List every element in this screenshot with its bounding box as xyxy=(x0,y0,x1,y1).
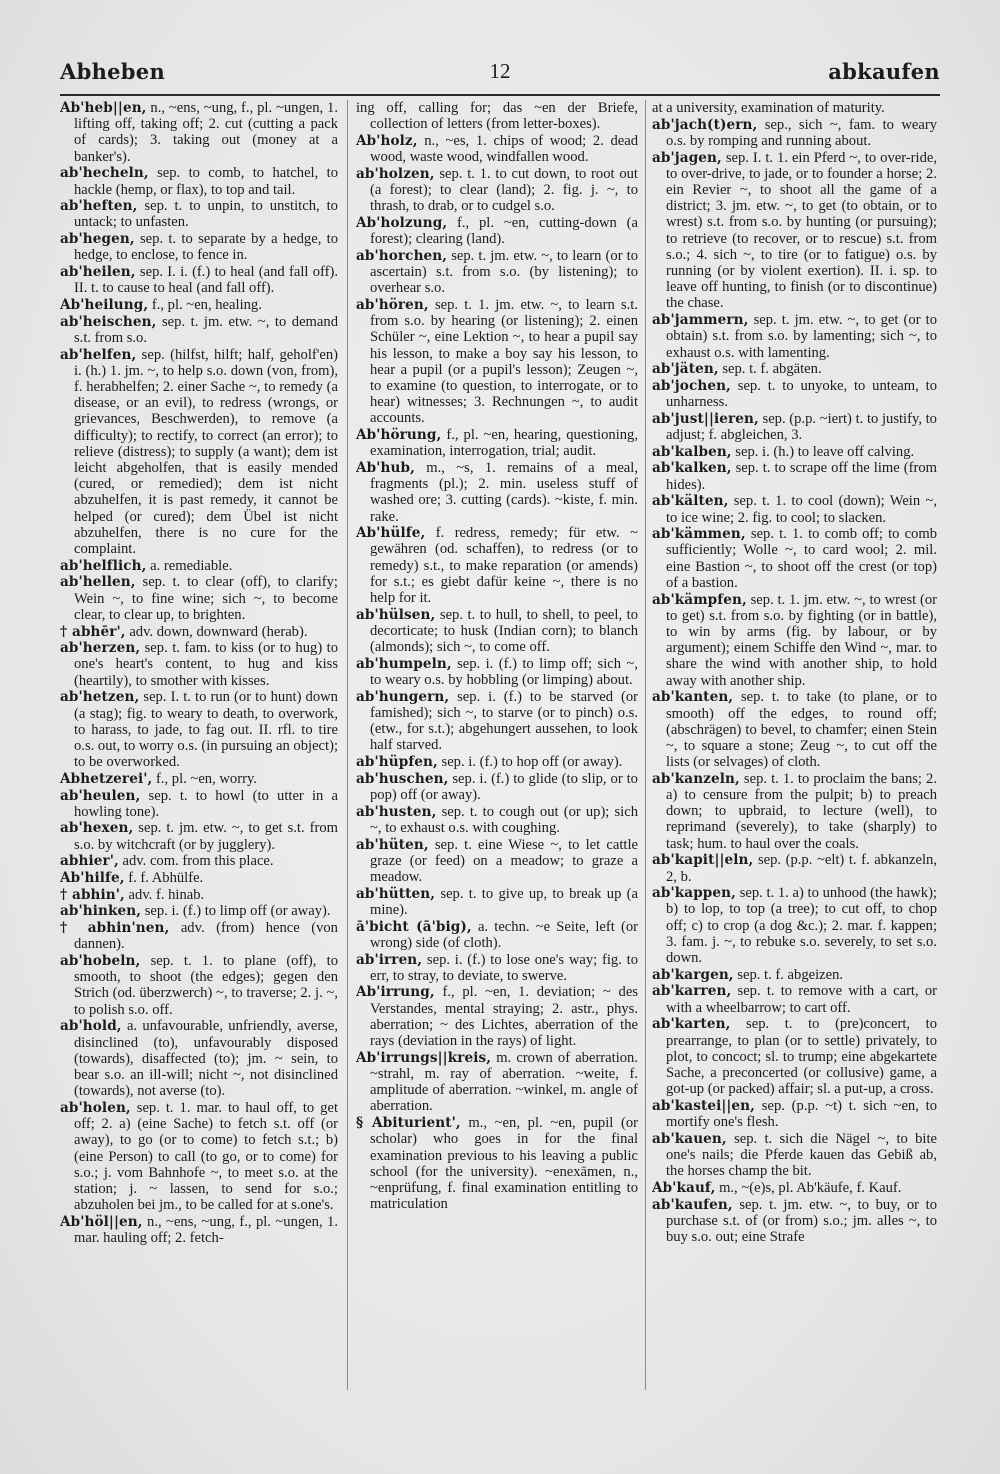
dictionary-entry xyxy=(652,1016,937,1097)
dictionary-entry xyxy=(356,215,638,247)
entry-definition: sep. t. f. abgeizen. xyxy=(737,966,844,983)
entry-headword: Ab'höl||en, xyxy=(60,1213,143,1230)
dictionary-entry xyxy=(356,297,638,427)
entry-headword: † abhēr', xyxy=(60,623,126,640)
entry-headword: ab'kapit||eln, xyxy=(652,852,754,869)
dictionary-entry xyxy=(60,820,338,852)
entry-definition: adv. down, downward (herab). xyxy=(129,623,308,640)
column-1 xyxy=(60,100,338,1445)
entry-definition: sep. t. to hull, to shell, to peel, to decorticate; to husk (Indian corn); to blanch (almonds); sich ~, to come off. xyxy=(370,606,638,656)
entry-definition: adv. (from) hence (von dannen). xyxy=(74,920,338,953)
entry-headword: Ab'holzung, xyxy=(356,214,448,231)
entry-definition: adv. com. from this place. xyxy=(122,853,274,870)
entry-definition: sep. t. 1. to comb off; to comb sufficiently; Wolle ~, to card wool; 2. mil. eine Bastion ~, to shoot off the crest (or top) of a bastion. xyxy=(666,526,937,591)
entry-headword: ab'karren, xyxy=(652,983,732,1000)
entry-headword: Ab'heilung, xyxy=(60,296,149,313)
entry-headword: ab'herzen, xyxy=(60,640,141,657)
dictionary-entry xyxy=(60,165,338,197)
dictionary-entry xyxy=(652,493,937,525)
running-header xyxy=(60,55,940,91)
entry-headword: ab'kappen, xyxy=(652,885,736,902)
entry-headword: ab'holzen, xyxy=(356,165,435,182)
entry-headword: ab'hungern, xyxy=(356,688,450,705)
entry-definition: sep. t. to give up, to break up (a mine). xyxy=(370,885,638,918)
entry-definition: sep. (p.p. ~elt) t. f. abkanzeln, 2, b. xyxy=(666,852,937,885)
entry-headword: ab'helflich, xyxy=(60,557,147,574)
entry-headword: ab'kanten, xyxy=(652,689,734,706)
column-divider xyxy=(347,100,348,1390)
entry-definition: m., ~s, 1. remains of a meal, fragments (pl.); 2. min. useless stuff of washed ore; 3. cutting (cards). ~kiste, f. min. rake. xyxy=(370,459,638,525)
dictionary-entry xyxy=(652,444,937,460)
entry-headword: ab'holen, xyxy=(60,1099,131,1116)
column-2 xyxy=(356,100,638,1445)
dictionary-entry xyxy=(652,771,937,852)
dictionary-entry xyxy=(356,607,638,656)
entry-definition: sep. (p.p. ~t) t. sich ~en, to mortify one's flesh. xyxy=(666,1097,937,1131)
entry-definition: sep. i. (h.) to leave off calving. xyxy=(735,443,915,460)
dictionary-entry xyxy=(652,411,937,443)
dictionary-entry xyxy=(652,852,937,884)
entry-definition: sep. I. i. (f.) to heal (and fall off). II. t. to cause to heal (and fall off). xyxy=(74,264,338,297)
dictionary-entry xyxy=(60,100,338,165)
entry-definition: sep. t. to cough out (or up); sich ~, to exhaust o.s. with coughing. xyxy=(370,803,638,836)
entry-definition: sep. t. to clear (off), to clarify; Wein ~, to fine wine; sich ~, to become clear, to clear up, to brighten. xyxy=(74,574,338,623)
entry-definition: sep. i. (f.) to be starved (or famished); sich ~, to starve (or to pinch) o.s. (etw., for s.t.); abgehungert aussehen, to look half starved. xyxy=(370,688,638,754)
entry-definition: sep. i. (f.) to limp off; sich ~, to weary o.s. by hobbling (or limping) about. xyxy=(370,655,638,689)
dictionary-entry xyxy=(60,1018,338,1099)
entry-definition: sep. t. to scrape off the lime (from hides). xyxy=(666,460,937,493)
entry-definition: sep. t. to unyoke, to unteam, to unharness. xyxy=(666,377,937,411)
dictionary-entry xyxy=(60,788,338,820)
dictionary-entry xyxy=(356,133,638,165)
entry-definition: sep. t. to (pre)concert, to prearrange, to plan (or to settle) privately, to plot, to concoct; sl. to trump; eine abgekartete Sache, a preconcerted (or collusive) game, a got-up (or packed) affair; sl. a put-up, a cross. xyxy=(666,1016,937,1098)
dictionary-entry xyxy=(60,264,338,296)
entry-headword: ab'kauen, xyxy=(652,1130,727,1147)
entry-headword: ab'kämmen, xyxy=(652,526,746,543)
dictionary-entry xyxy=(356,656,638,688)
dictionary-entry xyxy=(356,754,638,770)
entry-definition: sep. t. 1. jm. etw. ~, to wrest (or to get) s.t. from s.o. by fighting (or in battle), to win by arms (fig. by labour, or by argument); einem Schiffe den Wind ~, mar. to share the wind with another ship, to hold away with another ship. xyxy=(666,591,937,689)
entry-headword: ab'jagen, xyxy=(652,149,722,166)
entry-headword: ab'kanzeln, xyxy=(652,770,740,787)
dictionary-entry xyxy=(356,804,638,836)
left-guide-word: Abheben xyxy=(60,59,166,84)
entry-definition: ing off, calling for; das ~en der Briefe, collection of letters (from letter-boxes). xyxy=(356,100,638,133)
entry-definition: sep. t. to unpin, to unstitch, to untack; to unfasten. xyxy=(74,198,338,231)
dictionary-entry xyxy=(652,983,937,1015)
entry-definition: f., pl. ~en, cutting-down (a forest); clearing (land). xyxy=(370,214,638,248)
entry-headword: Ab'irrungs||kreis, xyxy=(356,1049,492,1066)
dictionary-entry xyxy=(652,150,937,312)
dictionary-entry xyxy=(60,689,338,770)
entry-definition: sep. t. jm. etw. ~, to demand s.t. from s.o. xyxy=(74,313,338,346)
dictionary-entry xyxy=(356,952,638,984)
entry-definition: sep. t. jm. etw. ~, to get s.t. from s.o. by witchcraft (or by jugglery). xyxy=(74,820,338,853)
entry-headword: ab'heulen, xyxy=(60,787,141,804)
entry-headword: ab'kalken, xyxy=(652,460,732,477)
entry-headword: ab'hold, xyxy=(60,1018,122,1035)
dictionary-entry xyxy=(356,689,638,754)
dictionary-entry xyxy=(652,967,937,983)
entry-headword: Abhetzerei', xyxy=(60,770,153,787)
entry-definition: f., pl. ~en, healing. xyxy=(151,296,262,313)
entry-headword: ab'heften, xyxy=(60,198,138,215)
dictionary-entry xyxy=(356,919,638,951)
entry-definition: f., pl. ~en, hearing, questioning, examination, interrogation, trial; audit. xyxy=(370,427,638,460)
entry-headword: ab'karten, xyxy=(652,1016,731,1033)
dictionary-entry xyxy=(652,526,937,591)
dictionary-entry xyxy=(652,1197,937,1246)
dictionary-entry xyxy=(60,231,338,263)
entry-definition: a. techn. ~e Seite, left (or wrong) side (of cloth). xyxy=(370,918,638,951)
entry-headword: ab'hobeln, xyxy=(60,953,141,970)
dictionary-entry xyxy=(356,427,638,459)
dictionary-entry xyxy=(652,312,937,361)
entry-definition: sep. i. (f.) to limp off (or away). xyxy=(144,903,331,920)
entry-definition: a. remediable. xyxy=(150,557,233,574)
dictionary-entry xyxy=(652,1131,937,1180)
entry-headword: ab'jochen, xyxy=(652,377,731,394)
entry-headword: ab'irren, xyxy=(356,951,423,968)
entry-headword: † abhin', xyxy=(60,886,125,903)
entry-definition: sep. (p.p. ~iert) t. to justify, to adjust; f. abgleichen, 3. xyxy=(666,410,937,444)
dictionary-entry xyxy=(356,771,638,803)
entry-headword: † abhin'nen, xyxy=(60,920,170,937)
dictionary-entry xyxy=(356,984,638,1049)
entry-headword: ab'hegen, xyxy=(60,231,135,248)
entry-definition: f. f. Abhülfe. xyxy=(128,870,204,887)
column-3 xyxy=(652,100,937,1445)
dictionary-entry xyxy=(652,592,937,689)
entry-definition: n., ~ens, ~ung, f., pl. ~ungen, 1. mar. hauling off; 2. fetch- xyxy=(74,1213,338,1247)
entry-headword: ab'kälten, xyxy=(652,493,729,510)
entry-headword: ab'hexen, xyxy=(60,820,134,837)
dictionary-entry xyxy=(60,1100,338,1213)
dictionary-entry xyxy=(356,886,638,918)
dictionary-entry xyxy=(60,347,338,558)
dictionary-entry xyxy=(60,558,338,574)
dictionary-entry xyxy=(652,361,937,377)
entry-headword: ab'hellen, xyxy=(60,574,136,591)
dictionary-entry xyxy=(60,198,338,230)
entry-headword: Ab'hörung, xyxy=(356,427,442,444)
entry-definition: sep. t. fam. to kiss (or to hug) to one's heart's content, to hug and kiss (heartily), to smother with kisses. xyxy=(74,640,338,689)
dictionary-entry xyxy=(652,100,937,116)
header-rule xyxy=(60,94,940,96)
entry-headword: ab'kämpfen, xyxy=(652,591,747,608)
entry-headword: ab'huschen, xyxy=(356,770,449,787)
entry-definition: m., ~(e)s, pl. Ab'käufe, f. Kauf. xyxy=(719,1179,902,1196)
entry-definition: adv. f. hinab. xyxy=(128,886,205,903)
entry-headword: ab'horchen, xyxy=(356,247,448,264)
dictionary-entry xyxy=(60,887,338,903)
entry-headword: Ab'holz, xyxy=(356,132,418,149)
entry-definition: sep. i. (f.) to lose one's way; fig. to err, to stray, to deviate, to swerve. xyxy=(370,951,638,984)
entry-headword: ab'hüten, xyxy=(356,836,429,853)
dictionary-entry xyxy=(356,1050,638,1115)
entry-definition: sep. t. jm. etw. ~, to get (or to obtain) s.t. from s.o. by lamenting; sich ~, to exhaust o.s. with lamenting. xyxy=(666,312,937,361)
entry-definition: sep., sich ~, fam. to weary o.s. by romping and running about. xyxy=(666,116,937,149)
dictionary-entry xyxy=(60,314,338,346)
dictionary-entry xyxy=(356,837,638,886)
entry-definition: sep. t. 1. to proclaim the bans; 2. a) to censure from the pulpit; b) to preach down; to upbraid, to lecture (well), to reprimand (severely), to take (sharply) to task; hum. to haul over the coals. xyxy=(666,770,937,852)
entry-headword: ab'hetzen, xyxy=(60,689,140,706)
dictionary-entry xyxy=(356,460,638,525)
dictionary-entry xyxy=(652,378,937,410)
entry-headword: ab'heischen, xyxy=(60,313,157,330)
entry-definition: sep. t. jm. etw. ~, to buy, or to purchase s.t. of (or from) s.o.; jm. alles ~, to buy s.o. out; eine Strafe xyxy=(666,1196,937,1246)
entry-definition: at a university, examination of maturity. xyxy=(652,100,885,116)
dictionary-entry xyxy=(60,574,338,623)
dictionary-entry xyxy=(60,624,338,640)
entry-definition: n., ~ens, ~ung, f., pl. ~ungen, 1. lifting off, taking off; 2. cut (cutting a pack of cards); 3. taking out (money at a banker's). xyxy=(74,100,338,165)
entry-definition: f. redress, remedy; für etw. ~ gewähren (od. schaffen), to redress (or to remedy) s.t., to make reparation (or amends) for s.t.; es giebt dafür keine ~, there is no help for it. xyxy=(370,525,638,607)
entry-definition: sep. t. 1. mar. to haul off, to get off; 2. a) (eine Sache) to fetch s.t. off (or away), to go (or to come) to fetch s.t.; b) (eine Person) to call (to go, or to come) for s.o.; j. vom Bahnhofe ~, to meet s.o. at the station; j. ~ lassen, to send for s.o.; abzuholen bei jm., to be called for at s.one's. xyxy=(74,1099,338,1214)
column-divider xyxy=(645,100,646,1390)
dictionary-entry xyxy=(356,100,638,132)
entry-definition: sep. t. 1. a) to unhood (the hawk); b) to lop, to top (a tree); to cut off, to chop off; c) to crop (a dog &c.); 2. mar. f. kappen; 3. fam. j. ~, to rebuke s.o. severely, to set s.o. down. xyxy=(666,885,937,967)
entry-definition: sep. t. jm. etw. ~, to learn (or to ascertain) s.t. from s.o. (by listening); to overhear s.o. xyxy=(370,247,638,297)
entry-headword: ab'jach(t)ern, xyxy=(652,116,758,133)
entry-headword: Ab'heb||en, xyxy=(60,100,147,116)
dictionary-entry xyxy=(60,920,338,952)
entry-definition: sep. to comb, to hatchel, to hackle (hemp, or flax), to top and tail. xyxy=(74,165,338,198)
dictionary-entry xyxy=(60,771,338,787)
entry-headword: § Abiturient', xyxy=(356,1115,461,1132)
entry-definition: f., pl. ~en, 1. deviation; ~ des Verstandes, mental straying; 2. astr., phys. aberration; ~ des Lichtes, aberration of the rays (deviation in the rays) of light. xyxy=(370,984,638,1050)
entry-headword: ab'husten, xyxy=(356,803,437,820)
entry-definition: sep. i. (f.) to glide (to slip, or to pop) off (or away). xyxy=(370,770,638,804)
entry-headword: ab'jammern, xyxy=(652,312,749,329)
entry-definition: sep. t. 1. to cut down, to root out (a forest); to clear (land); 2. fig. j. ~, to thrash, to drab, or to cudgel s.o. xyxy=(370,165,638,215)
entry-headword: ab'humpeln, xyxy=(356,655,452,672)
entry-headword: Ab'hub, xyxy=(356,459,415,476)
entry-headword: Ab'hülfe, xyxy=(356,525,426,542)
entry-headword: ab'kaufen, xyxy=(652,1196,733,1213)
entry-headword: ab'just||ieren, xyxy=(652,410,759,427)
dictionary-entry xyxy=(356,525,638,606)
entry-definition: f., pl. ~en, worry. xyxy=(155,770,257,787)
entry-headword: ab'kalben, xyxy=(652,443,732,460)
entry-definition: sep. t. to separate by a hedge, to hedge, to enclose, to fence in. xyxy=(74,231,338,264)
entry-headword: Ab'hilfe, xyxy=(60,870,125,887)
dictionary-entry xyxy=(652,1180,937,1196)
dictionary-entry xyxy=(652,1098,937,1130)
entry-definition: sep. t. f. abgäten. xyxy=(722,361,822,378)
dictionary-entry xyxy=(60,903,338,919)
dictionary-entry xyxy=(652,460,937,492)
entry-headword: ā'bicht (ā'big), xyxy=(356,918,472,935)
entry-definition: sep. i. (f.) to hop off (or away). xyxy=(441,754,623,771)
entry-headword: ab'jäten, xyxy=(652,361,719,378)
dictionary-entry xyxy=(60,853,338,869)
dictionary-entry xyxy=(60,297,338,313)
dictionary-entry xyxy=(60,870,338,886)
dictionary-entry xyxy=(356,166,638,215)
entry-definition: sep. t. to take (to plane, or to smooth) off the edges, to round off; (abschrägen) to bevel, to chamfer; einen Stein ~, to square a stone; Zeug ~, to cut off the lists (or selvages) of cloth. xyxy=(666,689,937,771)
dictionary-entry xyxy=(652,689,937,770)
entry-definition: sep. t. sich die Nägel ~, to bite one's nails; die Pferde kauen das Gebiß ab, the horses champ the bit. xyxy=(666,1130,937,1180)
entry-definition: m., ~en, pl. ~en, pupil (or scholar) who goes in for the final examination previous to his leaving a public school (for the university). ~enexāmen, n., ~enprüfung, f. final examination entitling to matriculation xyxy=(370,1115,638,1213)
entry-definition: n., ~es, 1. chips of wood; 2. dead wood, waste wood, windfallen wood. xyxy=(370,132,638,166)
entry-definition: sep. t. 1. to cool (down); Wein ~, to ice wine; 2. fig. to cool; to slacken. xyxy=(666,493,937,526)
entry-definition: sep. (hilfst, hilft; half, geholf'en) i. (h.) 1. jm. ~, to help s.o. down (von, from), f. herabhelfen; 2. einer Sache ~, to remedy (a disease, or an evil), to redress (wrongs, or grievances, Beschwerden), to remove (a difficulty); to rectify, to correct (an error); to relieve (distress); to supply (a want); dem ist leicht abgeholfen, that is easily mended (cured, or remedied); dem ist nicht abzuhelfen, it is past remedy, it cannot be helped (or cured); dem Übel ist nicht abzuhelfen, there is no cure for the complaint. xyxy=(74,346,338,557)
entry-headword: ab'hüpfen, xyxy=(356,754,438,771)
dictionary-entry xyxy=(60,953,338,1018)
dictionary-entry xyxy=(652,885,937,966)
entry-definition: m. crown of aberration. ~strahl, m. ray of aberration. ~weite, f. amplitude of aberration. ~winkel, m. angle of aberration. xyxy=(370,1049,638,1115)
entry-definition: sep. I. t. 1. ein Pferd ~, to over-ride, to over-drive, to jade, or to founder a horse; 2. ein Revier ~, to shoot all the game of a district; 3. jm. etw. ~, to get (to obtain, or to wrest) s.t. from s.o. by hunting (or pursuing); to retrieve (to recover, or to rescue) s.t. from s.o.; 4. sich ~, to tire (or to fatigue) o.s. by running (or by violent exertion). II. i. sp. to leave off hunting, to finish (or to discontinue) the chase. xyxy=(666,149,937,312)
entry-headword: ab'hören, xyxy=(356,296,429,313)
entry-definition: sep. t. eine Wiese ~, to let cattle graze (or feed) on a meadow; to graze a meadow. xyxy=(370,836,638,886)
entry-definition: sep. t. 1. to plane (off), to smooth, to shoot (the edges); gegen den Strich (od. überzwerch) ~, to traverse; 2. j. ~, to polish s.o. off. xyxy=(74,953,338,1018)
entry-definition: sep. I. t. to run (or to hunt) down (a stag); fig. to weary to death, to overwork, to harass, to jade, to fag out. II. rfl. to tire o.s. out, to worry o.s. (in pursuing an object); to be overworked. xyxy=(74,689,338,771)
dictionary-entry xyxy=(60,1214,338,1246)
dictionary-entry xyxy=(652,117,937,149)
entry-headword: ab'kargen, xyxy=(652,966,734,983)
entry-headword: Ab'irrung, xyxy=(356,984,435,1001)
entry-headword: ab'hülsen, xyxy=(356,606,436,623)
entry-headword: ab'heilen, xyxy=(60,264,136,281)
dictionary-entry xyxy=(60,640,338,689)
entry-headword: ab'helfen, xyxy=(60,346,137,363)
entry-headword: abhier', xyxy=(60,853,119,870)
entry-definition: sep. t. 1. jm. etw. ~, to learn s.t. from s.o. by hearing (or listening); 2. einen Schüler ~, eine Lektion ~, to hear a pupil say his lesson, to make a boy say his lesson, to hear a pupil (or a pupil's lesson); Zeugen ~, to examine (to question, to interrogate, or to hear) witnesses; 3. Rechnungen ~, to audit accounts. xyxy=(370,296,638,427)
dictionary-entry xyxy=(356,1115,638,1212)
dictionary-entry xyxy=(356,248,638,297)
entry-headword: ab'kastei||en, xyxy=(652,1097,756,1114)
entry-headword: Ab'kauf, xyxy=(652,1179,716,1196)
entry-definition: a. unfavourable, unfriendly, averse, disinclined (to), unfavourably disposed (towards), disaffected (to); jm. ~ sein, to bear s.o. an ill-will; nicht ~, not disinclined (towards), not averse (to). xyxy=(74,1018,338,1100)
entry-definition: sep. t. to howl (to utter in a howling tone). xyxy=(74,787,338,820)
entry-definition: sep. t. to remove with a cart, or with a wheelbarrow; to cart off. xyxy=(666,983,937,1016)
page-number: 12 xyxy=(489,59,511,83)
right-guide-word: abkaufen xyxy=(828,59,940,84)
entry-headword: ab'hinken, xyxy=(60,903,142,920)
entry-headword: ab'hütten, xyxy=(356,885,436,902)
entry-headword: ab'hecheln, xyxy=(60,165,149,182)
